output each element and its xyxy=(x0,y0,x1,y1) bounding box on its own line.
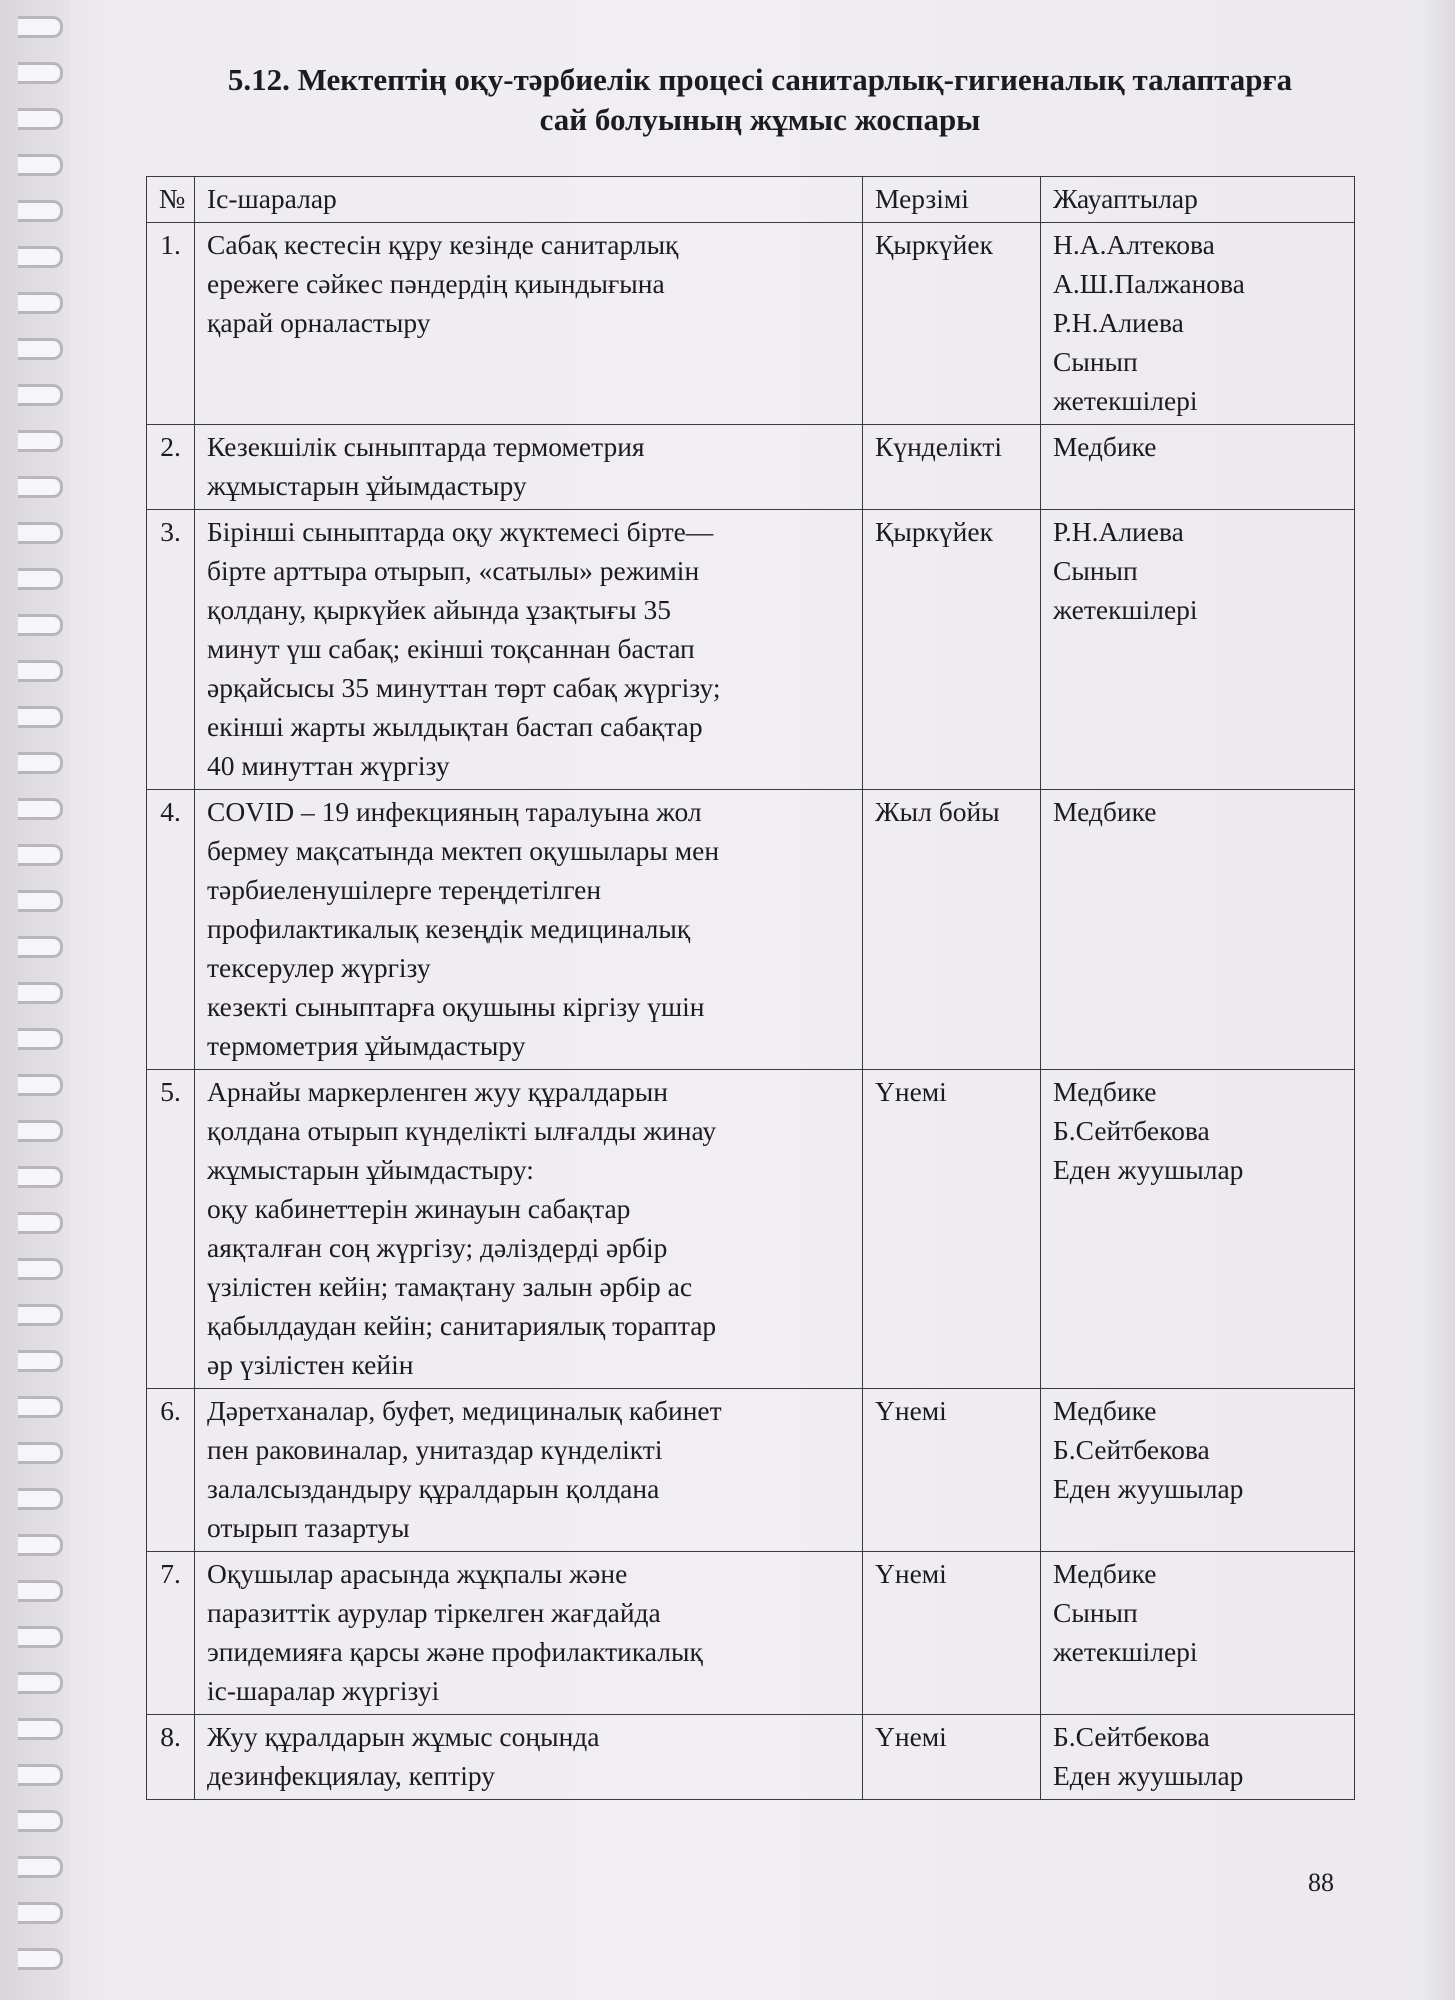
binding-ring xyxy=(18,1672,63,1694)
binding-ring xyxy=(18,62,63,84)
binding-ring xyxy=(18,16,63,38)
row-responsible: Медбике xyxy=(1041,790,1355,1070)
row-term: Үнемі xyxy=(863,1552,1041,1715)
binding-ring xyxy=(18,1258,63,1280)
binding-ring xyxy=(18,1534,63,1556)
row-number: 8. xyxy=(147,1715,195,1800)
row-activity: Оқушылар арасында жұқпалы және паразиттік аурулар тіркелген жағдайда эпидемияға қарсы және профилактикалық іс-шаралар жүргізуі xyxy=(195,1552,863,1715)
table-row xyxy=(147,223,1355,425)
row-responsible: Н.А.Алтекова А.Ш.Палжанова Р.Н.Алиева Сынып жетекшілері xyxy=(1041,223,1355,425)
column-header-term: Мерзімі xyxy=(863,177,1041,223)
binding-ring xyxy=(18,1396,63,1418)
table-row xyxy=(147,510,1355,790)
binding-ring xyxy=(18,1948,63,1970)
binding-ring xyxy=(18,1028,63,1050)
row-activity: Кезекшілік сыныптарда термометрия жұмыстарын ұйымдастыру xyxy=(195,425,863,510)
spiral-binding xyxy=(0,0,70,2000)
binding-ring xyxy=(18,200,63,222)
table-row xyxy=(147,425,1355,510)
row-number: 6. xyxy=(147,1389,195,1552)
row-activity: Жуу құралдарын жұмыс соңында дезинфекциялау, кептіру xyxy=(195,1715,863,1800)
binding-ring xyxy=(18,1212,63,1234)
row-responsible: Медбике Сынып жетекшілері xyxy=(1041,1552,1355,1715)
page-number: 88 xyxy=(1308,1868,1334,1897)
binding-ring xyxy=(18,1902,63,1924)
binding-ring xyxy=(18,706,63,728)
binding-ring xyxy=(18,1120,63,1142)
binding-ring xyxy=(18,292,63,314)
binding-ring xyxy=(18,1580,63,1602)
binding-ring xyxy=(18,752,63,774)
binding-ring xyxy=(18,246,63,268)
binding-ring xyxy=(18,1856,63,1878)
binding-ring xyxy=(18,384,63,406)
row-term: Үнемі xyxy=(863,1389,1041,1552)
plan-table xyxy=(146,176,1355,1800)
binding-ring xyxy=(18,1718,63,1740)
binding-ring xyxy=(18,1488,63,1510)
table-header-row xyxy=(147,177,1355,223)
row-term: Күнделікті xyxy=(863,425,1041,510)
row-number: 3. xyxy=(147,510,195,790)
row-number: 4. xyxy=(147,790,195,1070)
row-term: Үнемі xyxy=(863,1715,1041,1800)
binding-ring xyxy=(18,660,63,682)
column-header-activities: Іс-шаралар xyxy=(195,177,863,223)
binding-ring xyxy=(18,154,63,176)
row-number: 5. xyxy=(147,1070,195,1389)
table-row xyxy=(147,1715,1355,1800)
row-term: Үнемі xyxy=(863,1070,1041,1389)
binding-ring xyxy=(18,1626,63,1648)
row-responsible: Медбике xyxy=(1041,425,1355,510)
table-row xyxy=(147,1552,1355,1715)
binding-ring xyxy=(18,108,63,130)
row-responsible: Р.Н.Алиева Сынып жетекшілері xyxy=(1041,510,1355,790)
binding-ring xyxy=(18,338,63,360)
row-responsible: Б.Сейтбекова Еден жуушылар xyxy=(1041,1715,1355,1800)
binding-ring xyxy=(18,1350,63,1372)
table-row xyxy=(147,1389,1355,1552)
binding-ring xyxy=(18,936,63,958)
row-responsible: Медбике Б.Сейтбекова Еден жуушылар xyxy=(1041,1070,1355,1389)
row-number: 1. xyxy=(147,223,195,425)
row-responsible: Медбике Б.Сейтбекова Еден жуушылар xyxy=(1041,1389,1355,1552)
binding-ring xyxy=(18,798,63,820)
page-title: 5.12. Мектептің оқу-тәрбиелік процесі санитарлық-гигиеналық талаптарға сай болуының жұмыс жоспары xyxy=(227,62,1293,137)
row-number: 2. xyxy=(147,425,195,510)
column-header-number: № xyxy=(147,177,195,223)
row-activity: Сабақ кестесін құру кезінде санитарлық ережеге сәйкес пәндердің қиындығына қарай орналастыру xyxy=(195,223,863,425)
binding-ring xyxy=(18,1442,63,1464)
binding-ring xyxy=(18,476,63,498)
binding-ring xyxy=(18,1074,63,1096)
binding-ring xyxy=(18,522,63,544)
binding-ring xyxy=(18,1764,63,1786)
row-activity: Бірінші сыныптарда оқу жүктемесі бірте— бірте арттыра отырып, «сатылы» режимін қолдану, қыркүйек айында ұзақтығы 35 минут үш сабақ; екінші тоқсаннан бастап әрқайсысы 35 минуттан төрт сабақ жүргізу; екінші жарты жылдықтан бастап сабақтар 40 минуттан жүргізу xyxy=(195,510,863,790)
binding-ring xyxy=(18,982,63,1004)
binding-ring xyxy=(18,890,63,912)
binding-ring xyxy=(18,614,63,636)
row-activity: Арнайы маркерленген жуу құралдарын қолдана отырып күнделікті ылғалды жинау жұмыстарын ұйымдастыру: оқу кабинеттерін жинауын сабақтар аяқталған соң жүргізу; дәліздерді әрбір үзілістен кейін; тамақтану залын әрбір ас қабылдаудан кейін; санитариялық тораптар әр үзілістен кейін xyxy=(195,1070,863,1389)
row-term: Қыркүйек xyxy=(863,223,1041,425)
row-term: Қыркүйек xyxy=(863,510,1041,790)
page-edge xyxy=(1419,0,1455,2000)
column-header-responsible: Жауаптылар xyxy=(1041,177,1355,223)
row-activity: Дәретханалар, буфет, медициналық кабинет пен раковиналар, унитаздар күнделікті залалсыздандыру құралдарын қолдана отырып тазартуы xyxy=(195,1389,863,1552)
binding-ring xyxy=(18,844,63,866)
binding-ring xyxy=(18,1166,63,1188)
table-row xyxy=(147,1070,1355,1389)
binding-ring xyxy=(18,568,63,590)
binding-ring xyxy=(18,1304,63,1326)
binding-ring xyxy=(18,430,63,452)
row-number: 7. xyxy=(147,1552,195,1715)
table-row xyxy=(147,790,1355,1070)
row-activity: COVID – 19 инфекцияның таралуына жол бермеу мақсатында мектеп оқушылары мен тәрбиеленушілерге тереңдетілген профилактикалық кезеңдік медициналық тексерулер жүргізу кезекті сыныптарға оқушыны кіргізу үшін термометрия ұйымдастыру xyxy=(195,790,863,1070)
binding-ring xyxy=(18,1810,63,1832)
row-term: Жыл бойы xyxy=(863,790,1041,1070)
